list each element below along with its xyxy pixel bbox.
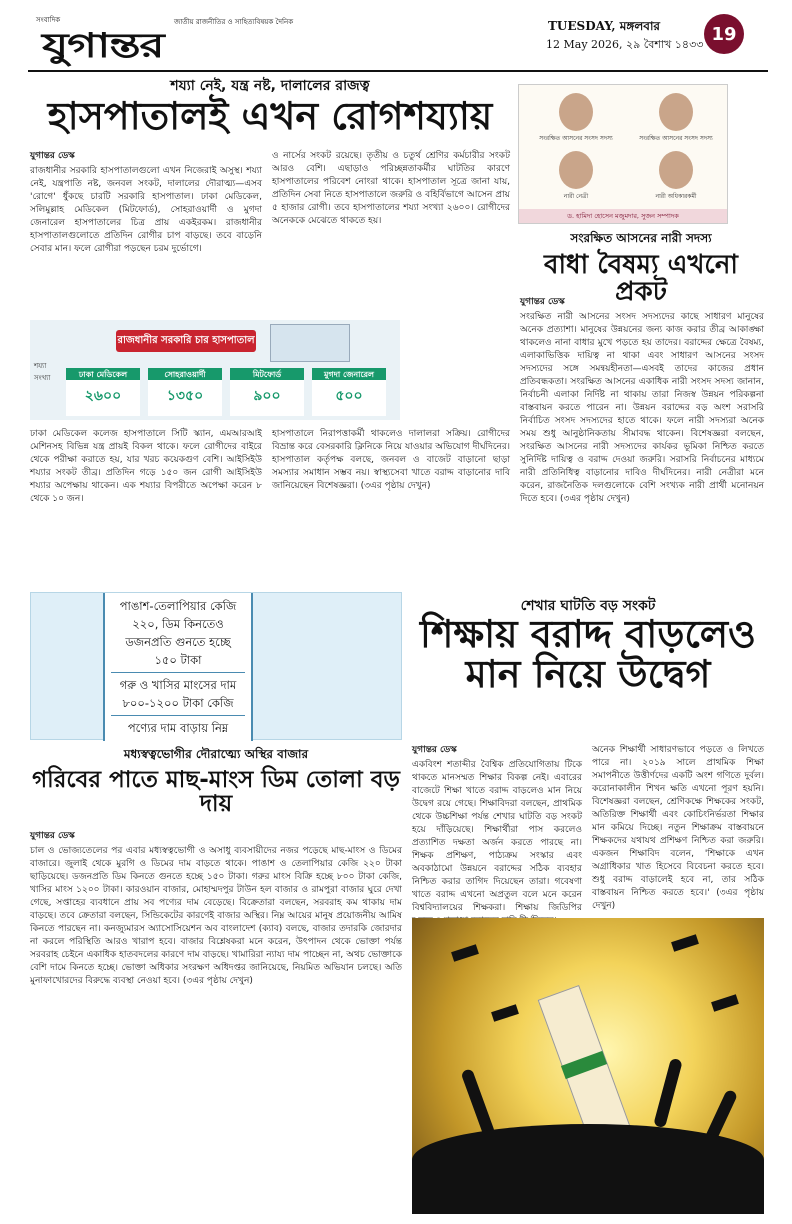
story3-kicker: শেখার ঘাটতি বড় সংকট: [520, 598, 656, 614]
graduation-illustration: [412, 918, 764, 1214]
story4-text: চাল ও ভোজ্যতেলের পর এবার মধ্যস্বত্বভোগী ও অসাধু ব্যবসায়ীদের নজর পড়েছে মাছ-মাংস ও ডিমের বাজারে। জুলাই থেকে মুরগি ও ডিমের দাম বাড়তে থাকে। পাঙাশ ও তেলাপিয়ার কেজি ২২০ টাকা ছাড়িয়েছে। ডজনপ্রতি ডিম কিনতে গুনতে হচ্ছে ১৫০ টাকা। গরুর মাংস বিক্রি হচ্ছে ৮০০ টাকা কেজি, খাসির মাংস ১২০০ টাকা। কারওয়ান বাজার, মোহাম্মদপুর টাউন হল বাজার ও রামপুরা বাজার ঘুরে দেখা গেছে, সপ্তাহের ব্যবধানে প্রায় সব পণ্যের দাম বেড়েছে। বিক্রেতারা বলছেন, সরবরাহ কম থাকায় দাম বাড়ছে। তবে ক্রেতারা বলছেন, সিন্ডিকেটের কারণেই বাজার অস্থির। নিম্ন আয়ের মানুষ প্রয়োজনীয় আমিষ কিনতে পারছেন না। কনজ্যুমারস অ্যাসোসিয়েশন অব বাংলাদেশ (ক্যাব) বলছে, বাজার তদারকি জোরদার না করলে পরিস্থিতি আরও খারাপ হবে। বাজার বিশ্লেষকরা মনে করেন, উৎপাদন থেকে ভোক্তা পর্যন্ত সরবরাহ চেইনে একাধিক হাতবদলের কারণে দাম বাড়ছে। খামারিরা ন্যায্য দাম পাচ্ছেন না, অথচ ভোক্তাকে বেশি দামে কিনতে হচ্ছে। ভোক্তা অধিকার সংরক্ষণ অধিদপ্তর জানিয়েছে, নিয়মিত অভিযান চলছে। অতি মুনাফাখোরদের বিরুদ্ধে ব্যবস্থা নেওয়া হবে। (৩এর পৃষ্ঠায় দেখুন): [30, 846, 402, 986]
graduation-cap-icon: [451, 944, 479, 962]
quote-line: পাঙাশ-তেলাপিয়ার কেজি: [119, 599, 237, 613]
infographic-cell: [312, 368, 386, 416]
story3-col2: [592, 744, 764, 912]
story3-text-2: অনেক শিক্ষার্থী সাধারণভাবে পড়তে ও লিখতে পারে না। ২০১৯ সালে প্রাথমিক শিক্ষা সমাপনীতে উত্তীর্ণদের একটি অংশ গণিতে দুর্বল। করোনাকালীন শিখন ক্ষতি এখনো পূরণ হয়নি। বিশেষজ্ঞরা বলছেন, শ্রেণিকক্ষে শিক্ষকের সংকট, অতিরিক্ত শিক্ষার্থী এবং কোচিংনির্ভরতা শিক্ষার মান কমিয়ে দিচ্ছে। নতুন শিক্ষাক্রম বাস্তবায়নে শিক্ষকদের যথাযথ প্রশিক্ষণ নিশ্চিত করা জরুরি। একজন শিক্ষাবিদ বলেন, 'শিক্ষাকে এখন অগ্রাধিকার খাত হিসেবে বিবেচনা করতে হবে। শুধু বরাদ্দ বাড়ালেই হবে না, তার সঠিক বাস্তবায়ন নিশ্চিত করতে হবে।' (৩এর পৃষ্ঠায় দেখুন): [592, 745, 764, 911]
portrait-photo: [659, 151, 693, 189]
story1-text-4: হাসপাতালে নিরাপত্তাকর্মী থাকলেও দালালরা সক্রিয়। রোগীদের বিভ্রান্ত করে বেসরকারি ক্লিনিকে নিয়ে যাওয়ার অভিযোগ দীর্ঘদিনের। হাসপাতাল কর্তৃপক্ষ বলছে, জনবল ও বাজেট বাড়ানো ছাড়া সমস্যার সমাধান সম্ভব নয়। স্বাস্থ্যসেবা খাতে বরাদ্দ বাড়ানোর দাবি জানিয়েছেন বিশেষজ্ঞরা। (৩এর পৃষ্ঠায় দেখুন): [272, 429, 510, 491]
masthead-rule: [28, 70, 768, 72]
quote-line: পণ্যের দাম বাড়ায় নিম্ন: [127, 721, 229, 735]
quote-divider: [111, 715, 245, 716]
graduation-cap-icon: [671, 934, 699, 952]
portrait-caption: সংরক্ষিত আসনের সংসদ সদস্য: [639, 135, 713, 142]
story2-text: সংরক্ষিত নারী আসনের সংসদ সদস্যদের কাছে সাধারণ মানুষের অনেক প্রত্যাশা। মানুষের উন্নয়নের জন্য কাজ করার তীব্র আকাঙ্ক্ষা থাকলেও নানা বাধার মুখে পড়তে হয় তাদের। বরাদ্দের ক্ষেত্রে বৈষম্য, এলাকাভিত্তিক দায়িত্ব না থাকা এবং সাধারণ আসনের সংসদ সদস্যদের সঙ্গে সমন্বয়হীনতা—এসবই তাদের কাজের প্রধান প্রতিবন্ধকতা। সংরক্ষিত আসনের একাধিক নারী সংসদ সদস্য জানান, নির্বাচনী এলাকা নির্দিষ্ট না থাকায় তারা নিজস্ব উন্নয়ন পরিকল্পনা বাস্তবায়ন করতে পারেন না। উন্নয়ন বরাদ্দের বড় অংশ সরাসরি নির্বাচিত সংসদ সদস্যদের হাতে থাকে। ফলে নারী সদস্যরা অনেক সময় শুধু আনুষ্ঠানিকতায় সীমাবদ্ধ থাকেন। বিশেষজ্ঞরা বলছেন, সংরক্ষিত আসনের নারী সদস্যদের কার্যকর ভূমিকা নিশ্চিত করতে সুনির্দিষ্ট দায়িত্ব ও বরাদ্দ দেওয়া জরুরি। সরাসরি নির্বাচনের মাধ্যমে নারী প্রতিনিধিত্ব বাড়ানোর দাবিও দীর্ঘদিনের। নারী নেত্রীরা মনে করেন, রাজনৈতিক দলগুলোকে বেশি সংখ্যক নারী প্রার্থী মনোনয়ন দিতে হবে। (৩এর পৃষ্ঠায় দেখুন): [520, 312, 764, 504]
story1-text-2: ও নার্সের সংকট রয়েছে। তৃতীয় ও চতুর্থ শ্রেণির কর্মচারীর সংকট আরও বেশি। এছাড়াও পরিচ্ছন্নতাকর্মীর ঘাটতির কারণে হাসপাতালের পরিবেশ নোংরা থাকে। হাসপাতাল সূত্রে জানা যায়, প্রতিদিন সেবা নিতে হাসপাতালে জরুরি ও বহির্বিভাগে আসেন প্রায় ৫ হাজার রোগী। তবে হাসপাতালের শয্যা সংখ্যা ২৬০০। রোগীদের অনেককে মেঝেতে থাকতে হয়।: [272, 151, 510, 226]
story4-kicker: মধ্যস্বত্বভোগীর দৌরাত্ম্যে অস্থির বাজার: [123, 747, 309, 761]
portrait-photo: [659, 93, 693, 131]
cell-title: মিটফোর্ড: [252, 370, 282, 379]
story1-kicker: শয্যা নেই, যন্ত্র নষ্ট, দালালের রাজত্ব: [170, 78, 370, 94]
quote-box-inner: [103, 593, 253, 741]
cell-value: ২৬০০: [84, 388, 122, 404]
quote-line: ২২০, ডিম কিনতেও: [132, 617, 224, 631]
infographic-side-label: শয্যা সংখ্যা: [34, 362, 51, 382]
story1-byline: যুগান্তর ডেস্ক: [30, 151, 75, 161]
quote-line: গরু ও খাসির মাংসের দাম: [119, 678, 237, 692]
cell-value: ১৩৫০: [166, 388, 204, 404]
story4-body: [30, 830, 402, 1214]
story3-text-1: একবিংশ শতাব্দীর বৈশ্বিক প্রতিযোগিতায় টিকে থাকতে মানসম্মত শিক্ষার বিকল্প নেই। এবারের বাজেটে শিক্ষা খাতে বরাদ্দ বাড়লেও মান নিয়ে উদ্বেগ রয়ে গেছে। শিক্ষাবিদরা বলছেন, প্রাথমিক থেকে উচ্চশিক্ষা পর্যন্ত শেখার ঘাটতি বড় সংকট হয়ে দাঁড়িয়েছে। শিক্ষার্থীরা পাস করলেও প্রত্যাশিত দক্ষতা অর্জন করতে পারছে না। শিক্ষক প্রশিক্ষণ, পাঠ্যক্রম সংস্কার এবং অবকাঠামো উন্নয়নে বরাদ্দের সঠিক ব্যবহার নিশ্চিত করার তাগিদ দিয়েছেন তারা। গবেষণা খাতে বরাদ্দ এখনো অপ্রতুল বলে মনে করেন বিশ্ববিদ্যালয়ের শিক্ষকরা। শিক্ষায় জিডিপির: [412, 760, 582, 913]
portraits-panel: [518, 84, 728, 224]
portraits-footer: ড. হামিদা হোসেন মজুমদার, সুজন সম্পাদক: [519, 209, 727, 223]
infographic-cell: [66, 368, 140, 416]
quote-divider: [111, 672, 245, 673]
story1-headline: হাসপাতালই এখন রোগশয্যায়: [47, 93, 493, 138]
cell-title: ঢাকা মেডিকেল: [78, 370, 128, 379]
graduation-cap-icon: [711, 994, 739, 1012]
story4-byline: যুগান্তর ডেস্ক: [30, 831, 75, 841]
raised-arm-icon: [460, 1068, 495, 1138]
price-quote-box: [30, 592, 402, 740]
story2-body: [520, 296, 764, 580]
portrait-photo: [559, 93, 593, 131]
crowd-silhouette: [412, 1124, 764, 1214]
story3-headline: শিক্ষায় বরাদ্দ বাড়লেও মান নিয়ে উদ্বেগ: [419, 611, 757, 696]
hospital-building-icon: [270, 324, 350, 362]
story1-col1: [30, 150, 262, 316]
newspaper-logo: যুগান্তর: [42, 26, 164, 66]
story3-byline: যুগান্তর ডেস্ক: [412, 745, 457, 755]
story1-text-1: রাজধানীর সরকারি হাসপাতালগুলো এখন নিজেরাই অসুস্থ। শয্যা নেই, যন্ত্রপাতি নষ্ট, জনবল সংকট, দালালের দৌরাত্ম্য—এসব 'রোগে' ধুঁকছে চারটি সরকারি হাসপাতাল। ঢাকা মেডিকেল, সলিমুল্লাহ মেডিকেল (মিটফোর্ড), সোহরাওয়ার্দী ও মুগদা জেনারেল হাসপাতালের চিত্র প্রায় একইরকম। রাজধানীর হাসপাতালগুলোতে প্রতিদিন রোগীর চাপ বাড়ছে। তবে বাড়েনি সেবার মান। ফলে রোগীরা পড়ছেন চরম দুর্ভোগে।: [30, 166, 262, 254]
page-number: 19: [704, 14, 744, 54]
infographic-cell: [148, 368, 222, 416]
story1-text-3: ঢাকা মেডিকেল কলেজ হাসপাতালে সিটি স্ক্যান, এমআরআই মেশিনসহ বিভিন্ন যন্ত্র প্রায়ই বিকল থাকে। ফলে রোগীদের বাইরে থেকে পরীক্ষা করাতে হয়, যার খরচ কয়েকগুণ বেশি। আইসিইউ শয্যার সংকট তীব্র। প্রতিদিন গড়ে ১৫০ জন রোগী আইসিইউ শয্যার অপেক্ষায় থাকেন। এক শয্যার বিপরীতে অপেক্ষা করেন ৮ থেকে ১০ জন।: [30, 429, 262, 504]
story1-col4: [272, 428, 510, 580]
story2-headline: বাধা বৈষম্য এখনো প্রকট: [544, 250, 738, 308]
logo-subtitle: জাতীয় রাজনীতির ও সাহিত্যবিষয়ক দৈনিক: [174, 18, 294, 26]
cell-title: সোহরাওয়ার্দী: [164, 370, 206, 379]
portrait-caption: নারী নেত্রী: [563, 193, 589, 200]
story3-col1: [412, 744, 582, 912]
masthead: [28, 14, 768, 70]
issue-day: TUESDAY, মঙ্গলবার: [548, 19, 661, 33]
hospital-infographic: [30, 320, 400, 420]
logo-tagline: সংবাদিক: [36, 16, 61, 24]
story1-col2: [272, 150, 510, 316]
cell-value: ৯০০: [253, 388, 281, 404]
graduation-cap-icon: [491, 1004, 519, 1022]
infographic-banner: রাজধানীর সরকারি চার হাসপাতাল: [116, 330, 256, 352]
story2-byline: যুগান্তর ডেস্ক: [520, 297, 565, 307]
portrait-photo: [559, 151, 593, 189]
portrait-caption: নারী অধিকারকর্মী: [655, 193, 697, 200]
infographic-cell: [230, 368, 304, 416]
cell-title: মুগদা জেনারেল: [323, 370, 375, 379]
cell-value: ৫০০: [335, 388, 363, 404]
raised-arm-icon: [653, 1058, 683, 1129]
quote-line: ডজনপ্রতি গুনতে হচ্ছে: [125, 635, 231, 649]
portrait-caption: সংরক্ষিত আসনের সংসদ সদস্য: [539, 135, 613, 142]
quote-line: ৮০০-১২০০ টাকা কেজি: [122, 696, 234, 710]
quote-line: ১৫০ টাকা: [154, 653, 202, 667]
story1-col3: [30, 428, 262, 580]
story2-kicker: সংরক্ষিত আসনের নারী সদস্য: [570, 231, 712, 245]
story4-headline: গরিবের পাতে মাছ-মাংস ডিম তোলা বড় দায়: [32, 767, 400, 818]
issue-date: 12 May 2026, ২৯ বৈশাখ ১৪৩৩: [546, 38, 704, 51]
